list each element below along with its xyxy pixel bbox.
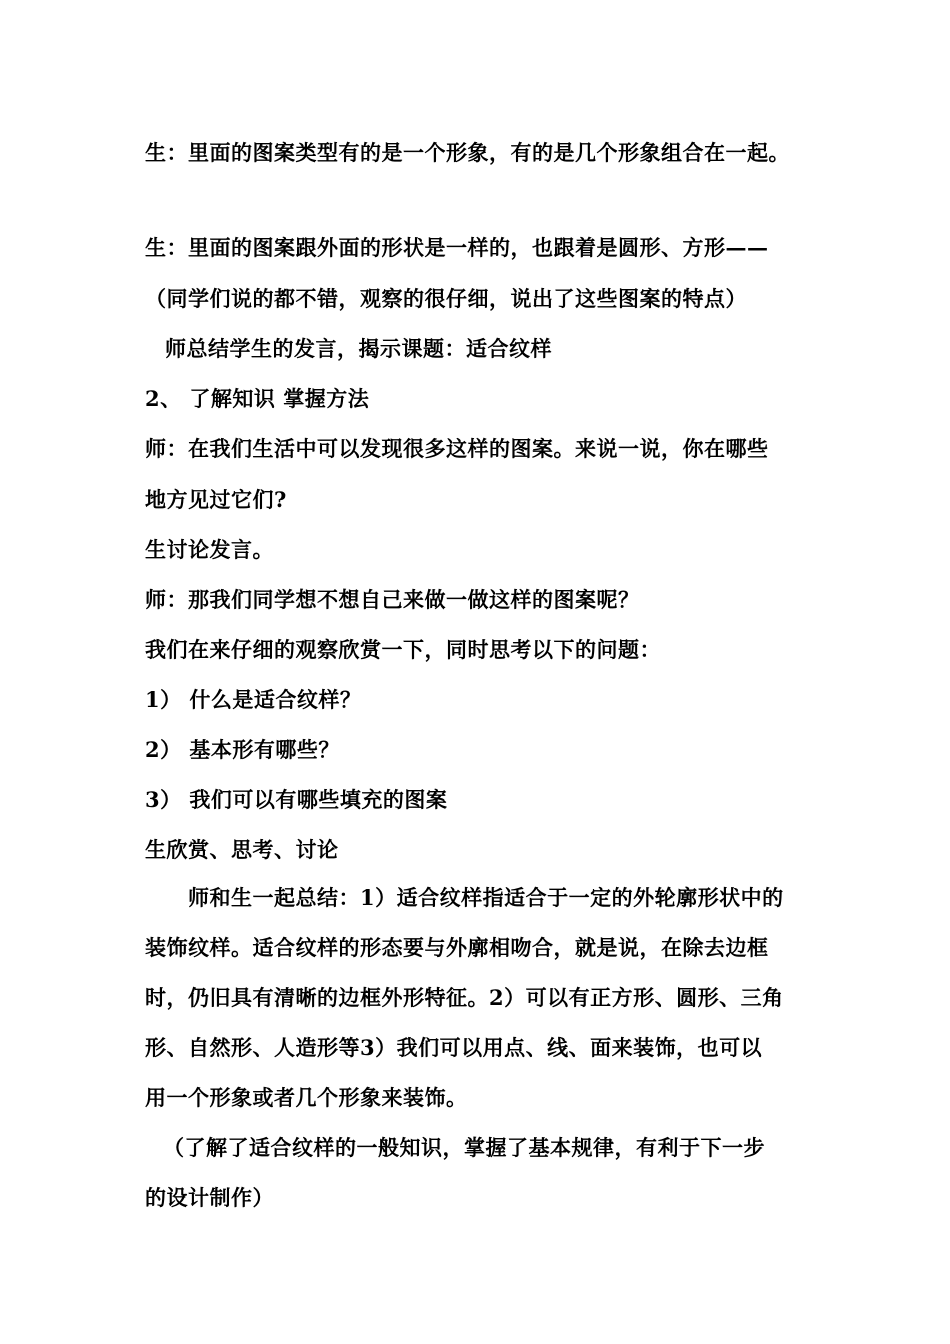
- paragraph-student-answer-1: 生：里面的图案类型有的是一个形象，有的是几个形象组合在一起。: [145, 140, 790, 165]
- question-item-1: 1） 什么是适合纹样？: [145, 687, 362, 712]
- question-item-2: 2） 基本形有哪些？: [145, 737, 340, 762]
- paragraph-summary-line-2: 装饰纹样。适合纹样的形态要与外廓相吻合，就是说，在除去边框: [145, 935, 769, 960]
- section-heading-2: 2、 了解知识 掌握方法: [145, 386, 370, 411]
- paragraph-summary-line-1: 师和生一起总结：1）适合纹样指适合于一定的外轮廓形状中的: [188, 885, 784, 910]
- paragraph-observe-instruction: 我们在来仔细的观察欣赏一下，同时思考以下的问题：: [145, 637, 661, 662]
- paragraph-student-discussion: 生讨论发言。: [145, 537, 274, 562]
- paragraph-summary-line-3: 时，仍旧具有清晰的边框外形特征。2）可以有正方形、圆形、三角: [145, 985, 784, 1010]
- question-item-3: 3） 我们可以有哪些填充的图案: [145, 787, 448, 812]
- paragraph-summary-line-4: 形、自然形、人造形等3）我们可以用点、线、面来装饰，也可以: [145, 1035, 763, 1060]
- paragraph-student-answer-2: 生：里面的图案跟外面的形状是一样的，也跟着是圆形、方形——: [145, 235, 769, 260]
- paragraph-student-activity: 生欣赏、思考、讨论: [145, 837, 339, 862]
- paragraph-teacher-comment: （同学们说的都不错，观察的很仔细，说出了这些图案的特点）: [145, 286, 747, 311]
- paragraph-design-note-line-1: （了解了适合纹样的一般知识，掌握了基本规律，有利于下一步: [163, 1135, 765, 1160]
- paragraph-summary-topic: 师总结学生的发言，揭示课题：适合纹样: [165, 336, 552, 361]
- paragraph-teacher-question-cont: 地方见过它们?: [145, 487, 287, 512]
- paragraph-design-note-line-2: 的设计制作）: [145, 1185, 274, 1210]
- paragraph-teacher-question: 师：在我们生活中可以发现很多这样的图案。来说一说，你在哪些: [145, 436, 769, 461]
- paragraph-summary-line-5: 用一个形象或者几个形象来装饰。: [145, 1085, 468, 1110]
- paragraph-teacher-prompt: 师：那我们同学想不想自己来做一做这样的图案呢？: [145, 587, 640, 612]
